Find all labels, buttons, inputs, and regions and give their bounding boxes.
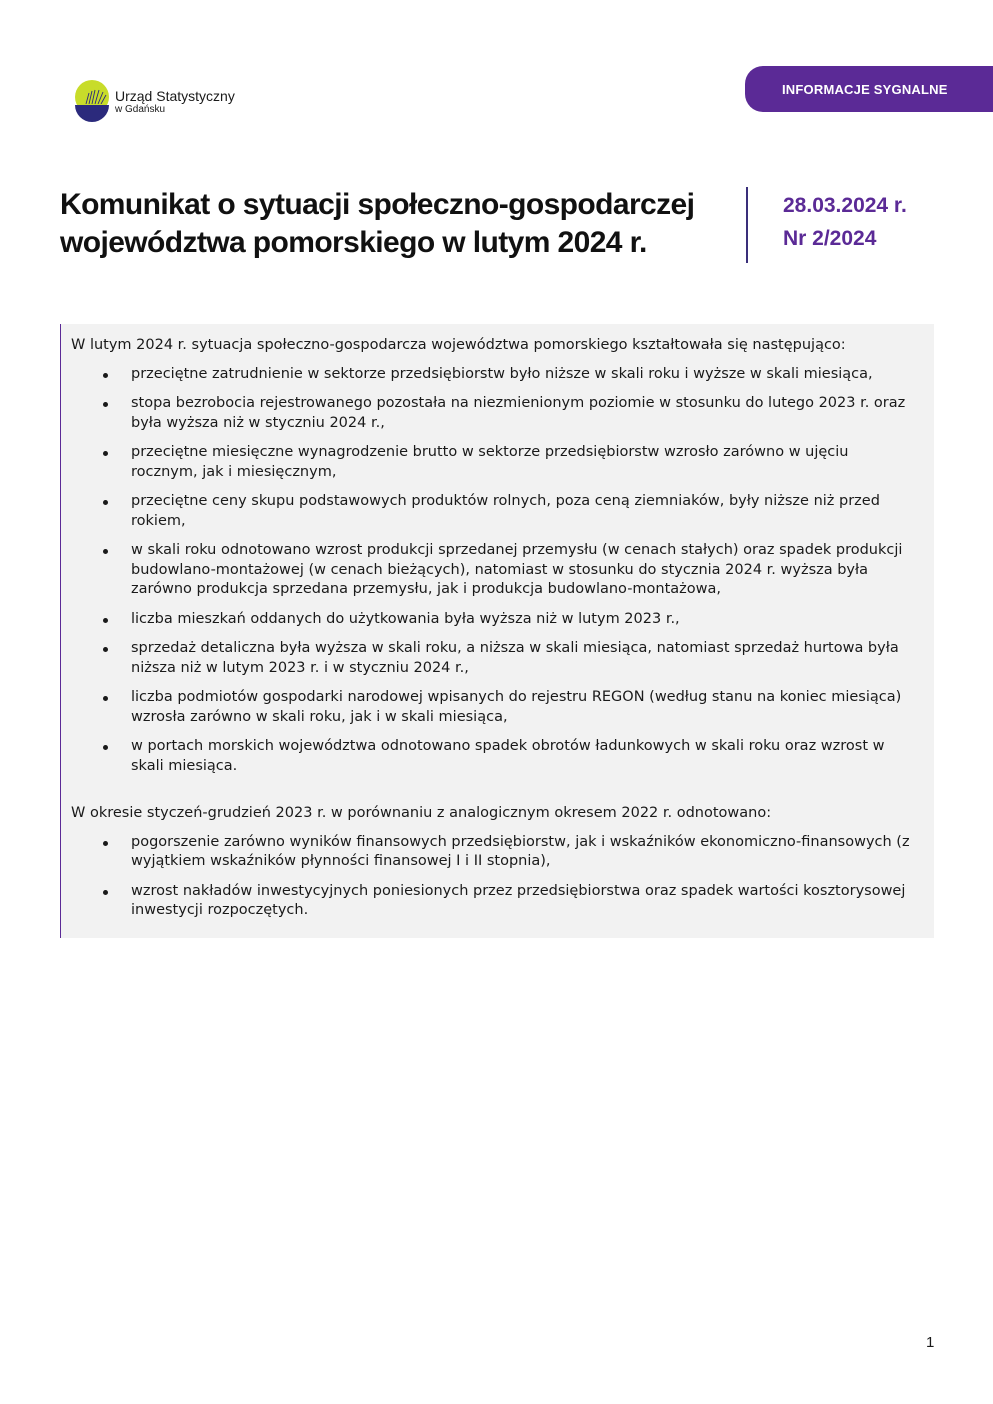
list-item: przeciętne zatrudnienie w sektorze przedsiębiorstw było niższe w skali roku i wyższe w skali miesiąca, bbox=[71, 365, 916, 385]
summary-list-2 bbox=[71, 833, 916, 921]
list-item: przeciętne ceny skupu podstawowych produktów rolnych, poza ceną ziemniaków, były niższe niż przed rokiem, bbox=[71, 492, 916, 531]
summary-intro: W lutym 2024 r. sytuacja społeczno-gospodarcza województwa pomorskiego kształtowała się następująco: bbox=[71, 337, 846, 353]
list-item: liczba podmiotów gospodarki narodowej wpisanych do rejestru REGON (według stanu na koniec miesiąca) wzrosła zarówno w skali roku, jak i w skali miesiąca, bbox=[71, 688, 916, 727]
list-item: sprzedaż detaliczna była wyższa w skali roku, a niższa w skali miesiąca, natomiast sprzedaż hurtowa była niższa niż w lutym 2023 r. i w styczniu 2024 r., bbox=[71, 639, 916, 678]
logo-emblem-icon bbox=[75, 80, 109, 128]
logo bbox=[75, 80, 255, 130]
list-item: w skali roku odnotowano wzrost produkcji sprzedanej przemysłu (w cenach stałych) oraz spadek produkcji budowlano-montażowej (w cenach bieżących), natomiast w stosunku do stycznia 2024 r. wyższa była zarówno produkcja sprzedana przemysłu, jak i produkcja budowlano-montażowa, bbox=[71, 541, 916, 600]
document-type-badge: INFORMACJE SYGNALNE bbox=[745, 66, 993, 112]
list-item: stopa bezrobocia rejestrowanego pozostała na niezmienionym poziomie w stosunku do lutego 2023 r. oraz była wyższa niż w styczniu 2024 r., bbox=[71, 394, 916, 433]
list-item: wzrost nakładów inwestycyjnych poniesionych przez przedsiębiorstwa oraz spadek wartości kosztorysowej inwestycji rozpoczętych. bbox=[71, 882, 916, 921]
summary-intro-2: W okresie styczeń-grudzień 2023 r. w porównaniu z analogicznym okresem 2022 r. odnotowano: bbox=[71, 805, 772, 821]
list-item: przeciętne miesięczne wynagrodzenie brutto w sektorze przedsiębiorstw wzrosło zarówno w ujęciu rocznym, jak i miesięcznym, bbox=[71, 443, 916, 482]
title-line-1: Komunikat o sytuacji społeczno-gospodarczej bbox=[60, 188, 695, 221]
publication-meta bbox=[783, 189, 907, 255]
list-item: pogorszenie zarówno wyników finansowych przedsiębiorstw, jak i wskaźników ekonomiczno-finansowych (z wyjątkiem wskaźników płynności finansowej I i II stopnia), bbox=[71, 833, 916, 872]
page-title bbox=[60, 186, 720, 262]
page-number: 1 bbox=[926, 1334, 935, 1351]
list-item: w portach morskich województwa odnotowano spadek obrotów ładunkowych w skali roku oraz wzrost w skali miesiąca. bbox=[71, 737, 916, 776]
logo-subtitle: w Gdańsku bbox=[115, 104, 166, 116]
summary-box bbox=[60, 324, 934, 938]
list-item: liczba mieszkań oddanych do użytkowania była wyższa niż w lutym 2023 r., bbox=[71, 610, 916, 630]
publication-number: Nr 2/2024 bbox=[783, 227, 877, 250]
title-line-2: województwa pomorskiego w lutym 2024 r. bbox=[60, 226, 647, 259]
summary-list bbox=[71, 365, 916, 777]
publication-date: 28.03.2024 r. bbox=[783, 194, 907, 217]
logo-name: Urząd Statystyczny bbox=[115, 88, 235, 104]
title-divider bbox=[746, 187, 748, 263]
